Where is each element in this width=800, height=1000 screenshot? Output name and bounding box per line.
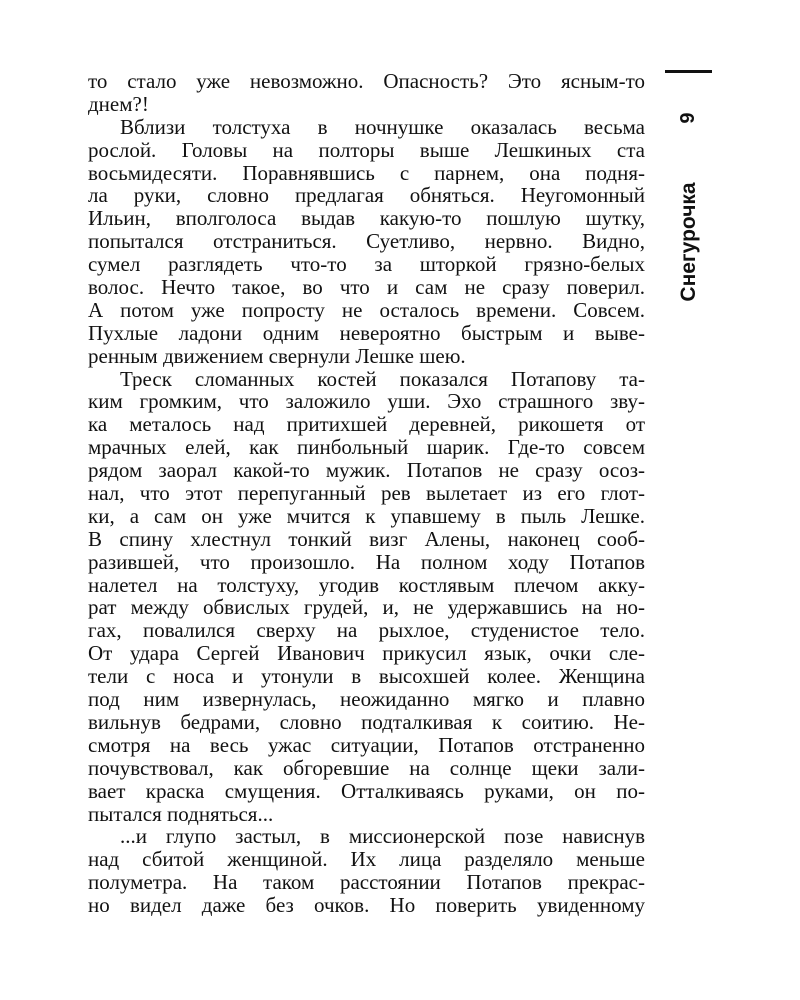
- running-title: Снегурочка: [677, 182, 700, 302]
- text-line: Треск сломанных костей показался Потапову та-: [120, 367, 645, 391]
- text-line: ренным движением свернули Лешке шею.: [88, 344, 466, 368]
- text-line: рат между обвислых грудей, и, не удержавшись на но-: [88, 596, 645, 620]
- text-line: нал, что этот перепуганный рев вылетает из его глот-: [88, 482, 645, 505]
- text-line: рядом заорал какой-то мужик. Потапов не сразу осоз-: [88, 459, 645, 483]
- header-rule: [665, 70, 712, 73]
- text-line: пытался подняться...: [88, 802, 274, 826]
- text-line: волос. Нечто такое, во что и сам не сразу поверил.: [88, 276, 645, 299]
- text-line: сумел разглядеть что-то за шторкой грязно-белых: [88, 253, 645, 277]
- text-line: ка металось над притихшей деревней, рикошетя от: [88, 413, 645, 437]
- text-line: днем?!: [88, 92, 149, 116]
- page-number: 9: [677, 112, 699, 124]
- text-line: ла руки, словно предлагая обняться. Неугомонный: [88, 184, 645, 208]
- text-line: Пухлые ладони одним невероятно быстрым и выве-: [88, 321, 645, 345]
- text-line: но видел даже без очков. Но поверить увиденному: [88, 894, 645, 917]
- text-line: разившей, что произошло. На полном ходу Потапов: [88, 550, 645, 574]
- text-line: почувствовал, как обгоревшие на солнце щеки зали-: [88, 756, 645, 780]
- text-line: вает краска смущения. Отталкиваясь руками, он по-: [88, 779, 645, 803]
- text-line: Вблизи толстуха в ночнушке оказалась весьма: [120, 115, 645, 139]
- text-line: мрачных елей, как пинбольный шарик. Где-то совсем: [88, 436, 645, 460]
- text-line: ...и глупо застыл, в миссионерской позе нависнув: [120, 825, 645, 849]
- text-line: В спину хлестнул тонкий визг Алены, наконец сооб-: [88, 527, 645, 551]
- text-column: [88, 70, 645, 917]
- text-line: смотря на весь ужас ситуации, Потапов отстраненно: [88, 733, 645, 757]
- text-line: вильнув бедрами, словно подталкивая к соитию. Не-: [88, 710, 645, 734]
- text-line: восьмидесяти. Поравнявшись с парнем, она подня-: [88, 161, 645, 185]
- text-line: тели с носа и утонули в высохшей колее. Женщина: [88, 665, 645, 689]
- text-line: попытался отстраниться. Суетливо, нервно. Видно,: [88, 230, 645, 254]
- text-line: Ильин, вполголоса выдав какую-то пошлую шутку,: [88, 207, 645, 231]
- text-line: От удара Сергей Иванович прикусил язык, очки сле-: [88, 642, 645, 666]
- text-line: над сбитой женщиной. Их лица разделяло меньше: [88, 848, 645, 872]
- text-line: А потом уже попросту не осталось времени. Совсем.: [88, 298, 645, 322]
- text-line: то стало уже невозможно. Опасность? Это ясным-то: [88, 70, 645, 93]
- text-line: под ним извернулась, неожиданно мягко и плавно: [88, 688, 645, 711]
- text-line: рослой. Головы на полторы выше Лешкиных ста: [88, 138, 645, 162]
- text-line: гах, повалился сверху на рыхлое, студенистое тело.: [88, 619, 645, 643]
- text-line: ким громким, что заложило уши. Эхо страшного зву-: [88, 390, 645, 414]
- text-line: ки, а сам он уже мчится к упавшему в пыль Лешке.: [88, 504, 645, 528]
- text-line: налетел на толстуху, угодив костлявым плечом акку-: [88, 573, 645, 597]
- text-line: полуметра. На таком расстоянии Потапов прекрас-: [88, 871, 645, 895]
